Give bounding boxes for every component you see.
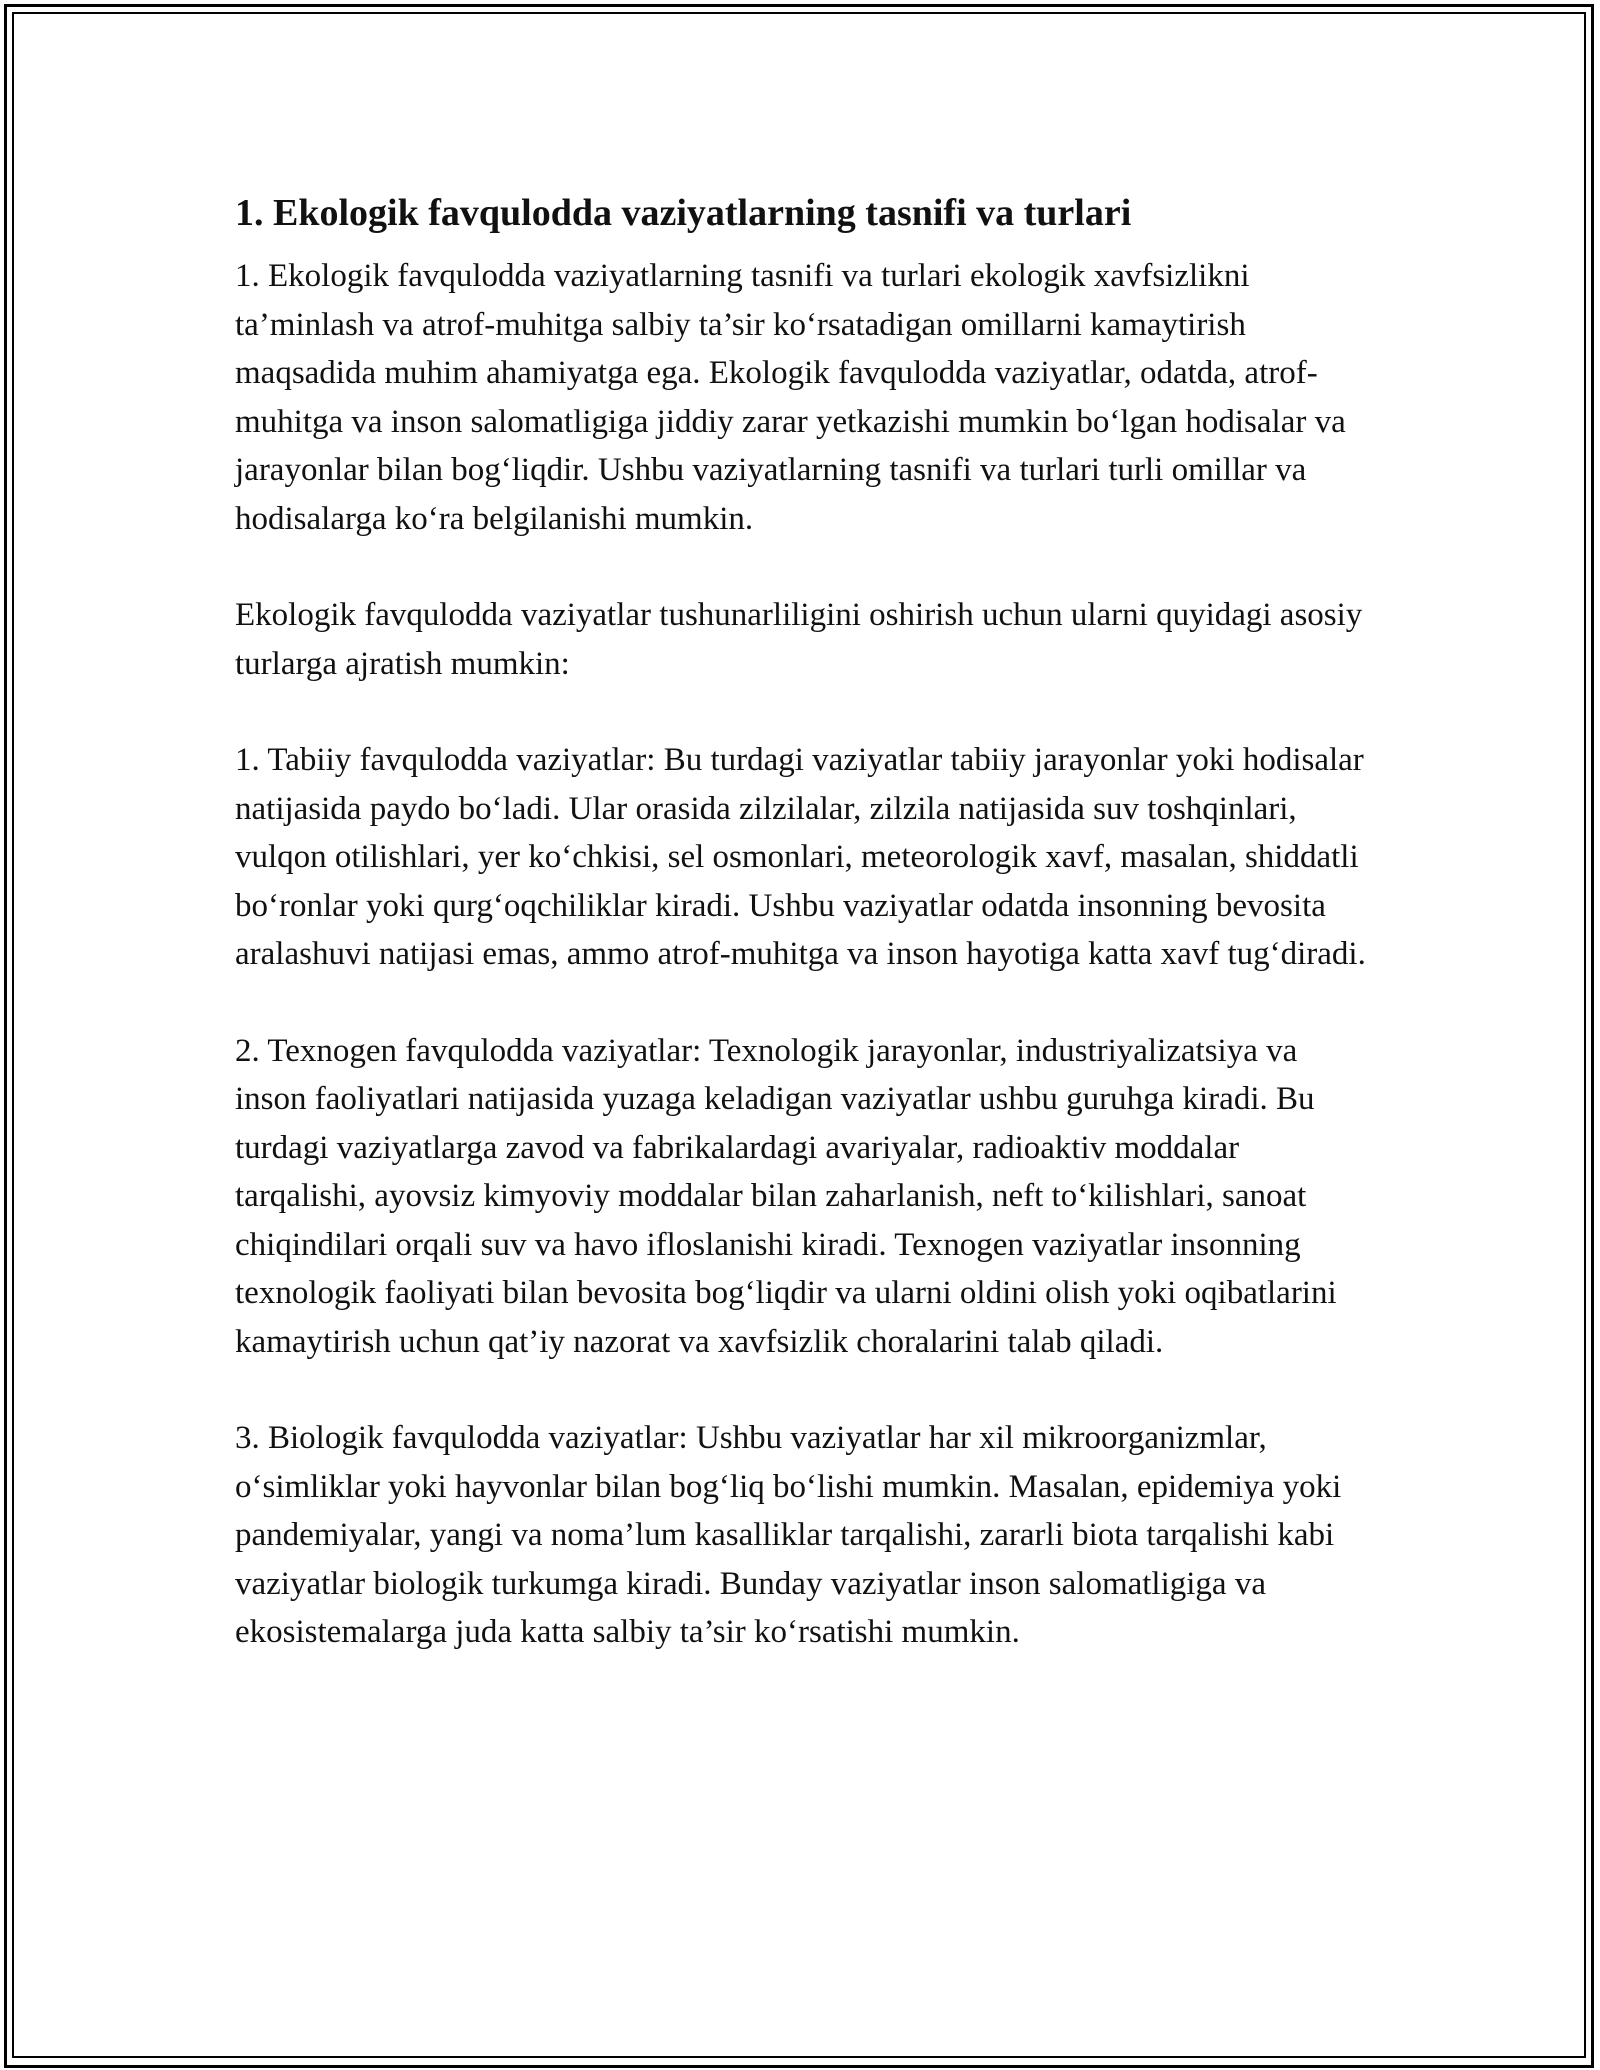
document-body — [235, 188, 1370, 1705]
paragraph-natural-emergencies: 1. Tabiiy favqulodda vaziyatlar: Bu turdagi vaziyatlar tabiiy jarayonlar yoki hodisalar natijasida paydo bo‘ladi. Ular orasida zilzilalar, zilzila natijasida suv toshqinlari, vulqon otilishlari, yer ko‘chkisi, sel osmonlari, meteorologik xavf, masalan, shiddatli bo‘ronlar yoki qurg‘oqchiliklar kiradi. Ushbu vaziyatlar odatda insonning bevosita aralashuvi natijasi emas, ammo atrof-muhitga va inson hayotiga katta xavf tug‘diradi. — [235, 742, 1366, 972]
paragraph-biological-emergencies: 3. Biologik favqulodda vaziyatlar: Ushbu vaziyatlar har xil mikroorganizmlar, o‘simliklar yoki hayvonlar bilan bog‘liq bo‘lishi mumkin. Masalan, epidemiya yoki pandemiyalar, yangi va noma’lum kasalliklar tarqalishi, zararli biota tarqalishi kabi vaziyatlar biologik turkumga kiradi. Bunday vaziyatlar inson salomatligiga va ekosistemalarga juda katta salbiy ta’sir ko‘rsatishi mumkin. — [235, 1420, 1342, 1650]
paragraph-types-overview: Ekologik favqulodda vaziyatlar tushunarliligini oshirish uchun ularni quyidagi asosiy turlarga ajratish mumkin: — [235, 597, 1363, 682]
paragraph-intro: 1. Ekologik favqulodda vaziyatlarning tasnifi va turlari ekologik xavfsizlikni ta’minlash va atrof-muhitga salbiy ta’sir ko‘rsatadigan omillarni kamaytirish maqsadida muhim ahamiyatga ega. Ekologik favqulodda vaziyatlar, odatda, atrof-muhitga va inson salomatligiga jiddiy zarar yetkazishi mumkin bo‘lgan hodisalar va jarayonlar bilan bog‘liqdir. Ushbu vaziyatlarning tasnifi va turlari turli omillar va hodisalarga ko‘ra belgilanishi mumkin. — [235, 258, 1346, 537]
paragraph-technogenic-emergencies: 2. Texnogen favqulodda vaziyatlar: Texnologik jarayonlar, industriyalizatsiya va inson faoliyatlari natijasida yuzaga keladigan vaziyatlar ushbu guruhga kiradi. Bu turdagi vaziyatlarga zavod va fabrikalardagi avariyalar, radioaktiv moddalar tarqalishi, ayovsiz kimyoviy moddalar bilan zaharlanish, neft to‘kilishlari, sanoat chiqindilari orqali suv va havo ifloslanishi kiradi. Texnogen vaziyatlar insonning texnologik faoliyati bilan bevosita bog‘liqdir va ularni oldini olish yoki oqibatlarini kamaytirish uchun qat’iy nazorat va xavfsizlik choralarini talab qiladi. — [235, 1032, 1337, 1360]
document-title: 1. Ekologik favqulodda vaziyatlarning tasnifi va turlari — [235, 192, 1132, 234]
